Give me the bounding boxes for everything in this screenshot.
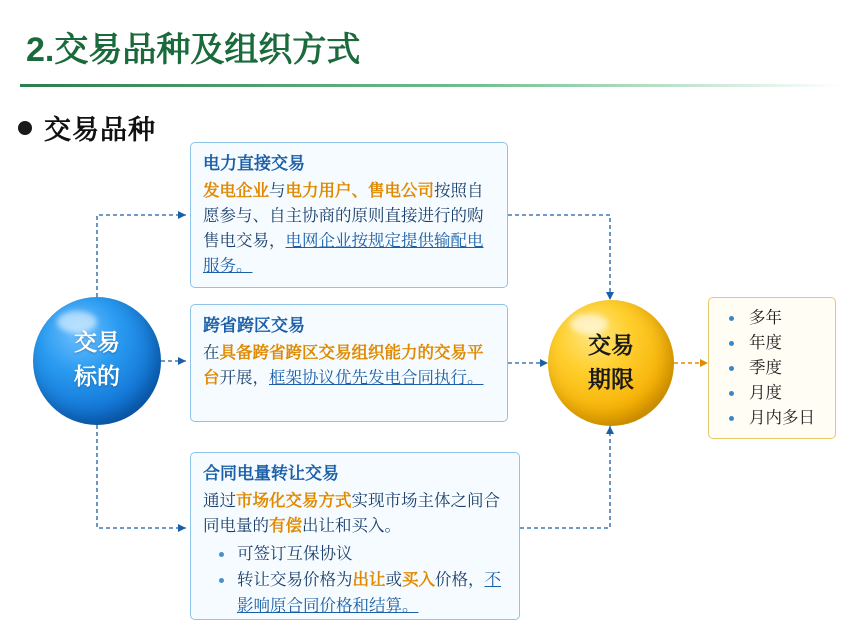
page-title: 2.交易品种及组织方式 — [26, 31, 361, 69]
section-heading — [18, 108, 156, 147]
title-divider — [20, 84, 842, 87]
list-item — [203, 567, 507, 619]
card-body — [203, 179, 495, 279]
list-item: 月度 — [715, 381, 829, 406]
text-run: 实现市场主体之间合同电量的 — [203, 492, 500, 535]
text-run: 电网企业按规定提供输配电服务。 — [203, 232, 484, 275]
bullet-icon — [18, 121, 32, 135]
card-title: 电力直接交易 — [203, 154, 305, 173]
node-transaction-period-label — [548, 328, 674, 396]
text-run: 通过 — [203, 492, 236, 510]
text-run: 框架协议优先发电合同执行。 — [269, 369, 484, 387]
node-transaction-object[interactable] — [33, 297, 161, 425]
node-label-line1: 交易 — [74, 329, 120, 355]
text-run: 不影响原合同价格和结算。 — [237, 571, 501, 615]
text-run: 市场化交易方式 — [236, 492, 352, 510]
text-run: 出让 — [352, 571, 386, 589]
card-contract-volume-transfer[interactable] — [190, 452, 520, 620]
text-run: 按照自愿参与、自主协商的原则直接进行的购售电交易， — [203, 182, 484, 250]
text-run: 可签订互保协议 — [237, 545, 353, 563]
text-run: 价格， — [435, 571, 485, 589]
node-transaction-period[interactable] — [548, 300, 674, 426]
node-label-line1: 交易 — [588, 332, 634, 358]
node-label-line2: 期限 — [588, 366, 634, 392]
text-run: 买入 — [402, 571, 435, 589]
text-run: 转让交易价格为 — [237, 571, 353, 589]
card-body — [203, 341, 495, 391]
section-heading-label: 交易品种 — [44, 115, 156, 145]
text-run: 电力用户、售电公司 — [285, 182, 434, 200]
list-item: 月内多日 — [715, 406, 829, 431]
text-run: 在 — [203, 344, 220, 362]
list-item: 季度 — [715, 356, 829, 381]
text-run: 与 — [269, 182, 286, 200]
card-title: 跨省跨区交易 — [203, 316, 305, 335]
period-options-box — [708, 297, 836, 439]
node-transaction-object-label — [33, 325, 161, 393]
text-run: 发电企业 — [203, 182, 269, 200]
card-sub-list — [203, 541, 507, 619]
text-run: 有偿 — [269, 517, 302, 535]
period-options-list — [715, 306, 829, 431]
text-run: 或 — [385, 571, 402, 589]
card-body — [203, 489, 507, 539]
text-run: 开展， — [219, 369, 269, 387]
node-label-line2: 标的 — [74, 363, 120, 389]
text-run: 具备跨省跨区交易组织能力的交易平台 — [203, 344, 484, 387]
card-title: 合同电量转让交易 — [203, 464, 339, 483]
list-item — [203, 541, 507, 567]
card-interprovincial-trading[interactable] — [190, 304, 508, 422]
text-run: 出让和买入。 — [302, 517, 401, 535]
list-item: 多年 — [715, 306, 829, 331]
list-item: 年度 — [715, 331, 829, 356]
card-direct-power-trading[interactable] — [190, 142, 508, 288]
